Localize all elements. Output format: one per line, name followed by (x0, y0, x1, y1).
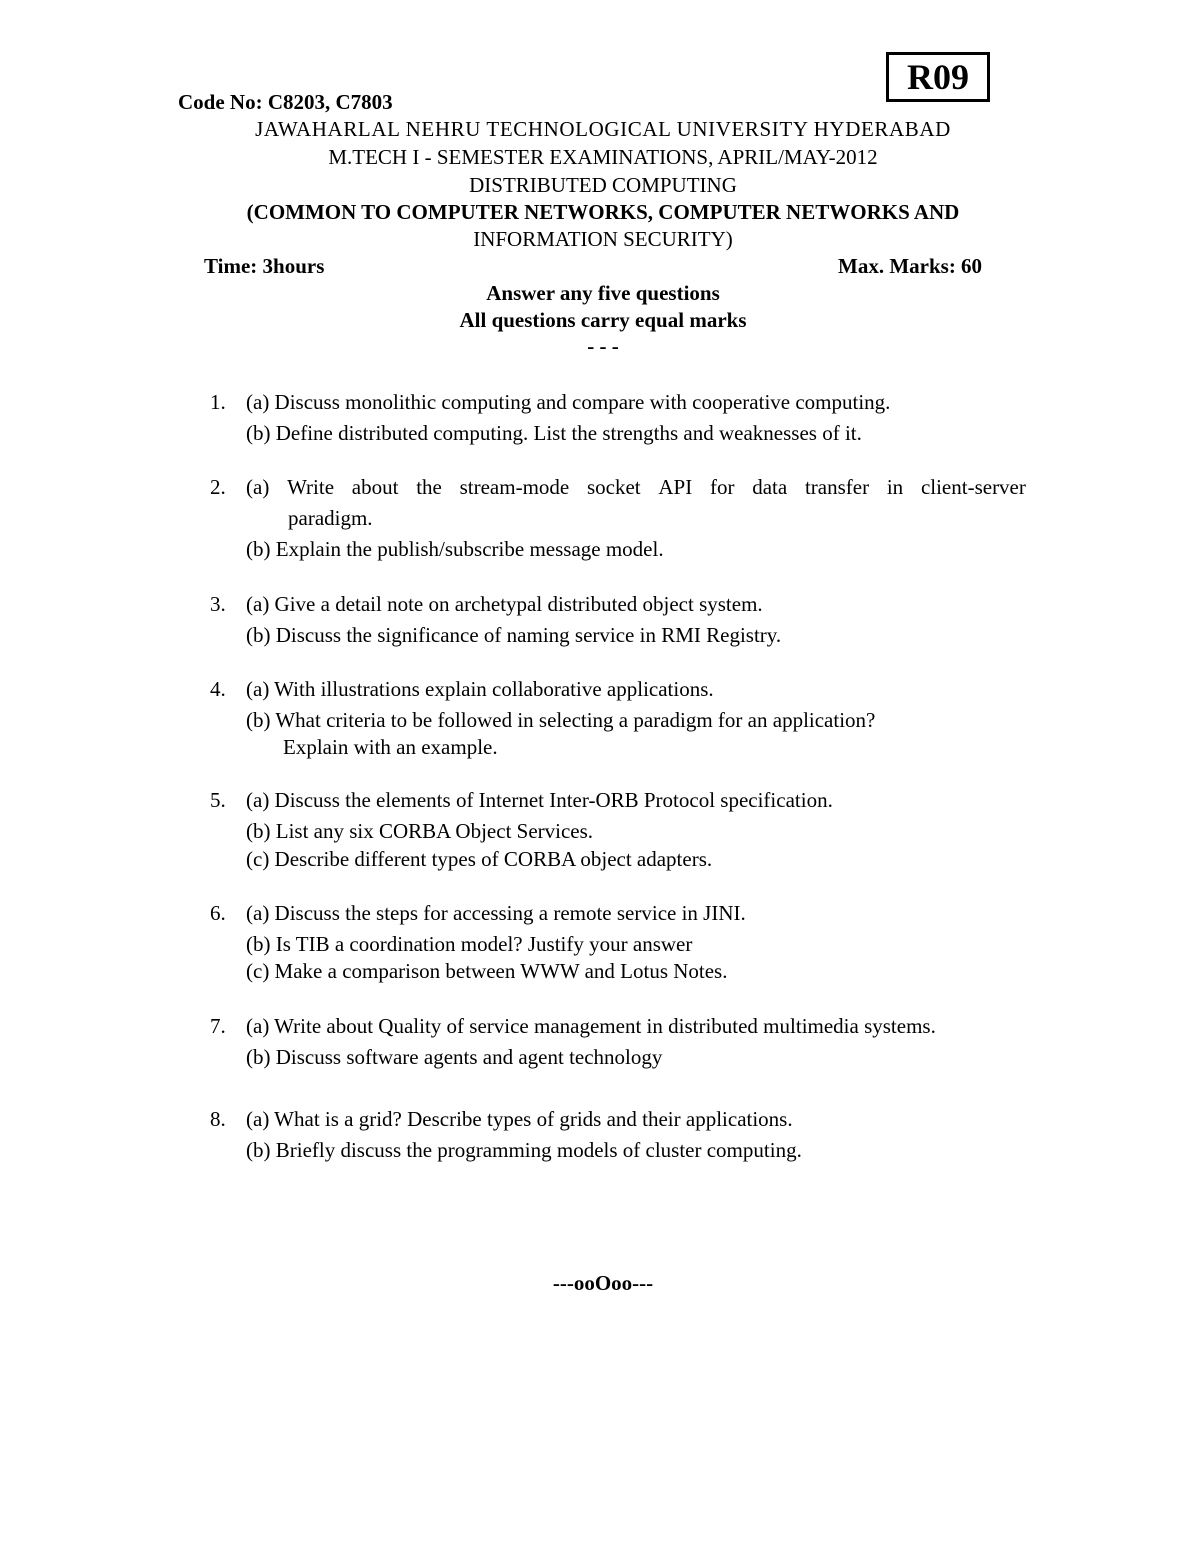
word: (a) (246, 475, 270, 499)
question-part: (a) Discuss the steps for accessing a remote service in JINI. (246, 901, 746, 925)
regulation-code-box: R09 (886, 52, 990, 102)
question-number: 3. (210, 592, 226, 616)
question-part: (a) What is a grid? Describe types of grids and their applications. (246, 1107, 793, 1131)
question-part: (a) Write about Quality of service management in distributed multimedia systems. (246, 1014, 936, 1038)
question-part: (b) Explain the publish/subscribe message model. (246, 537, 664, 561)
header-separator: - - - (587, 334, 619, 358)
university-name: JAWAHARLAL NEHRU TECHNOLOGICAL UNIVERSITY HYDERABAD (255, 117, 951, 141)
word: transfer (804, 475, 870, 499)
max-marks: Max. Marks: 60 (838, 254, 983, 278)
code-number: Code No: C8203, C7803 (178, 90, 393, 114)
question-number: 7. (210, 1014, 226, 1038)
word: Write (287, 475, 335, 499)
question-part: (b) Briefly discuss the programming models of cluster computing. (246, 1138, 802, 1162)
common-to-line-1: (COMMON TO COMPUTER NETWORKS, COMPUTER NETWORKS AND (246, 200, 960, 224)
question-part: (a) Discuss monolithic computing and compare with cooperative computing. (246, 390, 891, 414)
question-part: (c) Make a comparison between WWW and Lotus Notes. (246, 959, 728, 983)
question-part: (a) Give a detail note on archetypal distributed object system. (246, 592, 763, 616)
word: about (351, 475, 399, 499)
question-number: 2. (210, 475, 226, 499)
subject-title: DISTRIBUTED COMPUTING (469, 173, 737, 197)
question-part-justified (246, 475, 1026, 500)
common-to-line-2: INFORMATION SECURITY) (473, 227, 733, 251)
question-part: (b) What criteria to be followed in selecting a paradigm for an application? (246, 708, 876, 732)
question-part: (a) Discuss the elements of Internet Inter-ORB Protocol specification. (246, 788, 833, 812)
question-number: 5. (210, 788, 226, 812)
question-number: 1. (210, 390, 226, 414)
word: the (416, 475, 442, 499)
exam-title: M.TECH I - SEMESTER EXAMINATIONS, APRIL/MAY-2012 (328, 145, 878, 169)
word: API (658, 475, 693, 499)
instruction-answer-five: Answer any five questions (486, 281, 720, 305)
word: in (886, 475, 904, 499)
question-part-continuation: Explain with an example. (283, 735, 498, 759)
question-part: (b) Define distributed computing. List the strengths and weaknesses of it. (246, 421, 862, 445)
word: for (709, 475, 735, 499)
word: stream-mode (459, 475, 570, 499)
exam-time: Time: 3hours (204, 254, 325, 278)
word: data (752, 475, 788, 499)
end-of-paper-mark: ---ooOoo--- (552, 1271, 654, 1295)
question-part: (b) Discuss software agents and agent technology (246, 1045, 663, 1069)
question-number: 6. (210, 901, 226, 925)
question-number: 4. (210, 677, 226, 701)
question-part: (c) Describe different types of CORBA object adapters. (246, 847, 713, 871)
question-number: 8. (210, 1107, 226, 1131)
word: socket (586, 475, 641, 499)
word: client-server (920, 475, 1026, 499)
question-part-continuation: paradigm. (288, 506, 373, 530)
question-part: (b) List any six CORBA Object Services. (246, 819, 594, 843)
question-part: (b) Discuss the significance of naming service in RMI Registry. (246, 623, 782, 647)
question-part: (a) With illustrations explain collaborative applications. (246, 677, 714, 701)
question-part: (b) Is TIB a coordination model? Justify your answer (246, 932, 693, 956)
instruction-equal-marks: All questions carry equal marks (459, 308, 747, 332)
